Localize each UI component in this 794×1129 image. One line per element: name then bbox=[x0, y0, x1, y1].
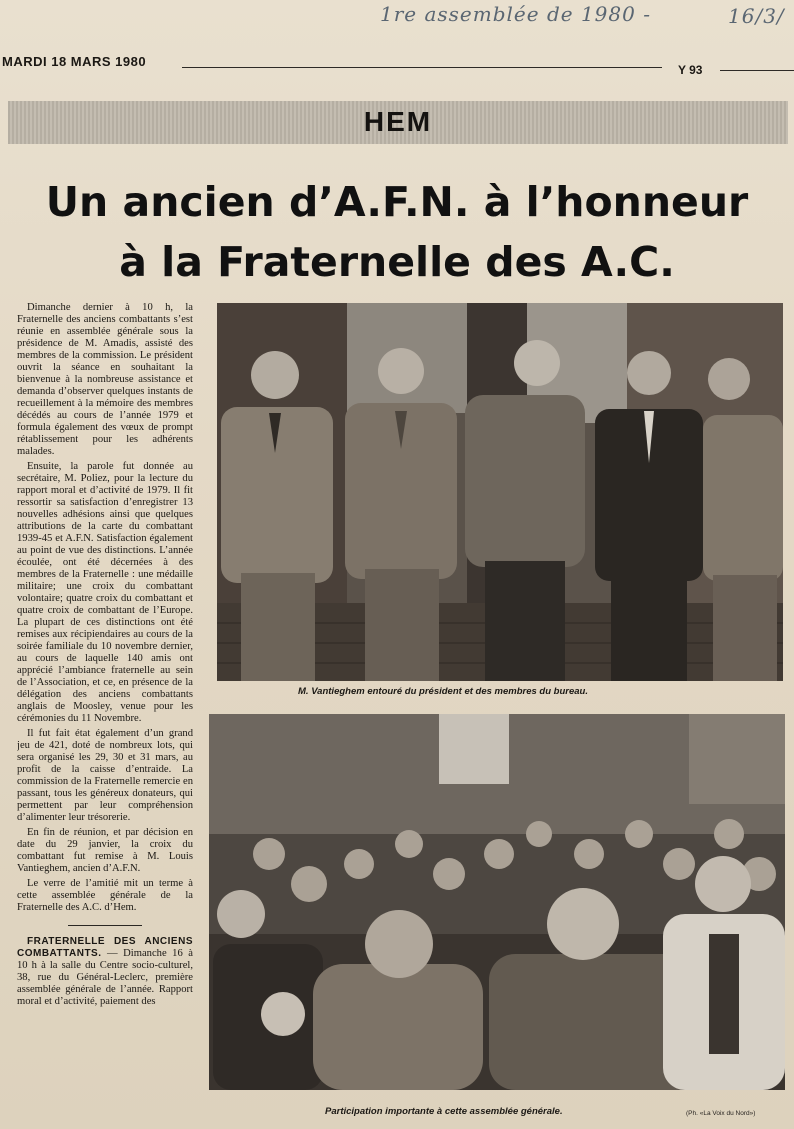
headline-line-2: à la Fraternelle des A.C. bbox=[119, 238, 675, 286]
notice-body: — Dimanche 16 à 10 h à la salle du Centre socio-culturel, 38, rue du Général-Leclerc, première assemblée générale de l’année. Rapport moral et d’activité, paiement des bbox=[17, 948, 193, 1007]
article-body bbox=[17, 302, 193, 1129]
article-headline bbox=[0, 172, 794, 292]
photo-credit: (Ph. «La Voix du Nord») bbox=[686, 1110, 756, 1117]
dateline-rule bbox=[182, 67, 662, 68]
handwritten-date: 16/3/ bbox=[728, 4, 785, 28]
handwritten-note: 1re assemblée de 1980 - bbox=[380, 2, 651, 26]
column-divider bbox=[68, 925, 142, 926]
paragraph: Ensuite, la parole fut donnée au secrétaire, M. Poliez, pour la lecture du rapport moral et d’activité de 1979. Il fit ressortir sa satisfaction d’enregistrer 13 nouvelles adhésions ainsi que quelques attributions de la carte du combattant 1939-45 et A.F.N. Satisfaction également au point de vue des distinctions. L’année écoulée, ont été décernées à des membres de la Fraternelle : une médaille militaire; une croix du combattant volontaire; quatre croix du combattant et quatre croix de combattant de l’Europe. La plupart de ces distinctions ont été remises aux récipiendaires au cours de la soirée familiale du 10 novembre dernier, au cours de laquelle 140 amis ont apprécié l’ambiance fraternelle au sein de l’Association, et ce, en présence de la délégation des anciens combattants anglais de Moosley, venue pour les cérémonies du 11 Novembre. bbox=[17, 461, 193, 724]
headline-line-1: Un ancien d’A.F.N. à l’honneur bbox=[45, 178, 749, 226]
masthead-dateline bbox=[0, 54, 794, 76]
handwritten-annotation bbox=[380, 2, 790, 32]
section-title: HEM bbox=[363, 106, 433, 137]
paragraph: En fin de réunion, et par décision en date du 29 janvier, la croix du combattant fut remise à M. Louis Vantieghem, ancien d’A.F.N. bbox=[17, 827, 193, 874]
photo-assembly-audience bbox=[209, 714, 785, 1090]
notice-heading: FRATERNELLE DES ANCIENS COMBATTANTS. bbox=[17, 936, 193, 959]
paragraph: Dimanche dernier à 10 h, la Fraternelle des anciens combattants s’est réunie en assemblée générale sous la présidence de M. Amadis, assisté des membres de la commission. Le président ouvrit la séance en souhaitant la bienvenue à la nombreuse assistance et demanda d’observer quelques instants de recueillement à la mémoire des membres décédés au cours de l’année 1979 et formula également des vœux de prompt rétablissement pour les adhérents malades. bbox=[17, 302, 193, 457]
issue-date: MARDI 18 MARS 1980 bbox=[2, 54, 147, 69]
bureau-photo-image bbox=[217, 303, 783, 681]
bottom-photo-caption: Participation importante à cette assemblée générale. bbox=[325, 1106, 563, 1117]
top-photo-caption: M. Vantieghem entouré du président et des membres du bureau. bbox=[298, 686, 588, 697]
photo-bureau-members bbox=[217, 303, 783, 681]
notice-paragraph bbox=[17, 936, 193, 1008]
dateline-rule-right bbox=[720, 70, 794, 71]
paragraph: Il fut fait état également d’un grand jeu de 421, doté de nombreux lots, qui sera organisé les 29, 30 et 31 mars, au profit de la caisse d’entraide. La commission de la Fraternelle remercie en passant, tous les généreux donateurs, qui permettent par leur compréhension d’alimenter leur trésorerie. bbox=[17, 728, 193, 823]
audience-photo-image bbox=[209, 714, 785, 1090]
paragraph: Le verre de l’amitié mit un terme à cette assemblée générale de la Fraternelle des A.C. d’Hem. bbox=[17, 878, 193, 913]
section-banner bbox=[8, 101, 788, 144]
page-number: Y 93 bbox=[678, 63, 703, 77]
